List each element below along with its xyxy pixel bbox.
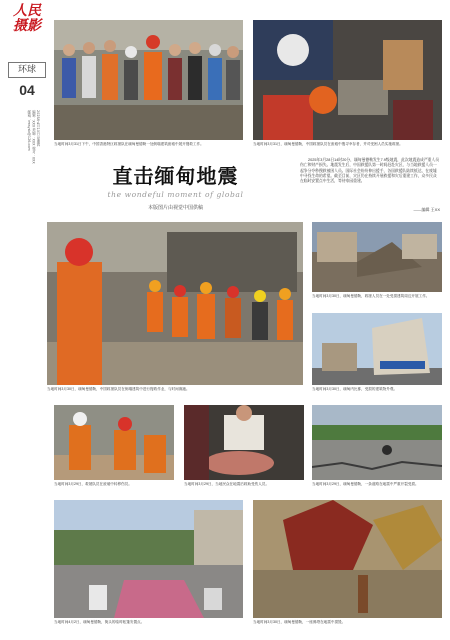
section-label: 环球 <box>8 62 46 78</box>
photo-rescue-rubble-large <box>47 222 303 385</box>
caption-photo-3: 当地时间3月30日，缅甸曼德勒，中国救援队员在倒塌建筑中进行搜救作业，与时间赛跑。 <box>47 387 190 391</box>
headline-subtitle: the wondeful moment of global <box>107 190 244 199</box>
photo-damaged-pagoda <box>253 500 442 618</box>
photo-rescuer-closeup <box>253 20 442 140</box>
page-sidebar <box>0 0 50 640</box>
page-headline: 直击缅甸地震 <box>112 164 239 188</box>
caption-photo-1: 当地时间3月31日下午，中国香港特区救援队在缅甸曼德勒一处倒塌建筑废墟中展开搜救工作。 <box>54 142 204 146</box>
photo-cracked-road <box>312 405 442 480</box>
masthead-logo: 人民 摄影 <box>13 3 41 34</box>
caption-photo-8: 当地时间3月29日，缅甸曼德勒，一条道路在地震中严重开裂受损。 <box>312 482 419 486</box>
photo-collapsed-buildings <box>312 222 442 292</box>
caption-photo-2: 当地时间3月31日，缅甸曼德勒，中国救援队员在废墟中搜寻幸存者，并对受困人员实施救援。 <box>253 142 403 146</box>
photo-street-tent <box>54 500 243 618</box>
article-author: ——编辑 王XX <box>413 207 440 212</box>
photo-credit: 本版图片由视觉中国供稿 <box>147 205 203 211</box>
caption-photo-6: 当地时间3月29日，救援队员在废墟中转移伤员。 <box>54 482 132 486</box>
page-number: 04 <box>19 82 35 98</box>
issue-info: 2025年4月10日 星期四 编辑：XXX 美编：XXX 校对：XXX 邮箱：rmsysb@126.com <box>26 110 40 164</box>
photo-rescue-team-crowd <box>54 20 243 140</box>
photo-injured-aid <box>184 405 304 480</box>
photo-damaged-building <box>312 313 442 385</box>
photo-rescuers-stretcher <box>54 405 174 480</box>
caption-photo-5: 当地时间3月30日，缅甸内比都，受损的建筑物外观。 <box>312 387 398 391</box>
caption-photo-10: 当地时间3月30日，缅甸曼德勒，一座佛塔在地震中损毁。 <box>253 620 346 624</box>
article-body: 2025年3月28日14时20分，缅甸曼德勒发生7.9级地震，此次地震造成严重人员伤亡和财产损失。地震发生后，中国救援队第一时间赶赴灾区，与当地救援人员一起争分夺秒搜救被困人员。国际社会纷纷伸出援手，各国救援队陆续抵达，在废墟中寻找生命的希望。截至目前，灾区仍在持续开展救援和灾后重建工作，众多民众在临时安置点中生活，等待家园重建。 <box>300 158 440 184</box>
caption-photo-4: 当地时间3月30日，缅甸曼德勒，救援人员在一处受损建筑周边开展工作。 <box>312 294 430 298</box>
caption-photo-7: 当地时间3月29日，当地民众在地震后救助受伤人员。 <box>184 482 270 486</box>
caption-photo-9: 当地时间4月2日，缅甸曼德勒，街头的临时帐篷安置点。 <box>54 620 145 624</box>
